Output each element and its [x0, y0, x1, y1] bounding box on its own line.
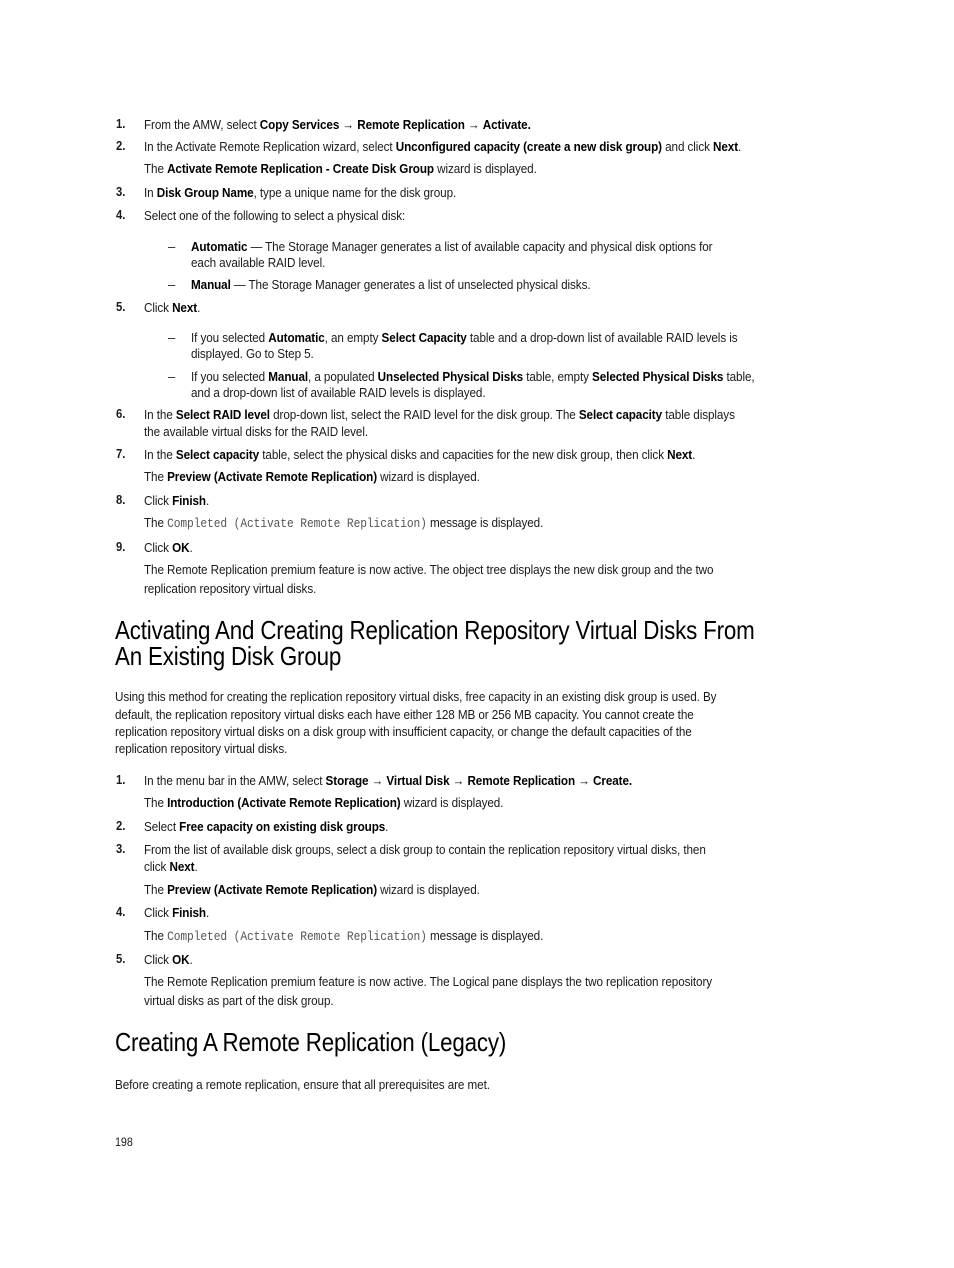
step-result: The Remote Replication premium feature is now active. The Logical pane displays the two replication repository — [144, 974, 713, 989]
step-text: In the Select RAID level drop-down list, select the RAID level for the disk group. The Select capacity table displays — [144, 407, 735, 422]
step-text: Click OK. — [144, 540, 193, 555]
step-text: click Next. — [144, 859, 198, 874]
paragraph-line: default, the replication repository virtual disks each have either 128 MB or 256 MB capacity. You cannot create the — [115, 707, 694, 722]
step-text: From the AMW, select Copy Services → Remote Replication → Activate. — [144, 117, 531, 132]
sub-item-text: If you selected Manual, a populated Unselected Physical Disks table, empty Selected Physical Disks table, — [191, 369, 755, 384]
step-number: 5. — [116, 300, 126, 314]
step-text: In the Activate Remote Replication wizard, select Unconfigured capacity (create a new disk group) and click Next. — [144, 139, 742, 154]
step-number: 3. — [116, 842, 126, 856]
step-number: 2. — [116, 139, 126, 153]
step-result: The Completed (Activate Remote Replication) message is displayed. — [144, 515, 544, 531]
step-result: virtual disks as part of the disk group. — [144, 993, 334, 1008]
step-number: 1. — [116, 117, 126, 131]
step-number: 7. — [116, 447, 126, 461]
step-number: 4. — [116, 208, 126, 222]
step-text: Click Finish. — [144, 905, 210, 920]
step-text: In Disk Group Name, type a unique name for the disk group. — [144, 185, 457, 200]
step-result: The Preview (Activate Remote Replication) wizard is displayed. — [144, 469, 480, 484]
paragraph-line: replication repository virtual disks. — [115, 741, 288, 756]
step-number: 3. — [116, 185, 126, 199]
step-result: The Completed (Activate Remote Replication) message is displayed. — [144, 928, 544, 944]
step-result: The Introduction (Activate Remote Replication) wizard is displayed. — [144, 795, 504, 810]
section-heading: Creating A Remote Replication (Legacy) — [115, 1027, 507, 1057]
step-result: The Remote Replication premium feature is now active. The object tree displays the new disk group and the two — [144, 562, 714, 577]
paragraph-line: replication repository virtual disks on a disk group with insufficient capacity, or change the default capacities of the — [115, 724, 692, 739]
sub-item-text: each available RAID level. — [191, 255, 326, 270]
step-text: Click Finish. — [144, 493, 210, 508]
step-text: In the Select capacity table, select the physical disks and capacities for the new disk group, then click Next. — [144, 447, 696, 462]
step-text: In the menu bar in the AMW, select Storage → Virtual Disk → Remote Replication → Create. — [144, 773, 633, 788]
bullet-dash: – — [168, 330, 176, 345]
step-text: From the list of available disk groups, select a disk group to contain the replication repository virtual disks, then — [144, 842, 706, 857]
section-heading: Activating And Creating Replication Repository Virtual Disks From — [115, 615, 755, 645]
sub-item-text: and a drop-down list of available RAID levels is displayed. — [191, 385, 486, 400]
bullet-dash: – — [168, 277, 176, 292]
step-result: The Preview (Activate Remote Replication) wizard is displayed. — [144, 882, 480, 897]
step-number: 6. — [116, 407, 126, 421]
paragraph-line: Before creating a remote replication, ensure that all prerequisites are met. — [115, 1077, 490, 1092]
step-text: Select Free capacity on existing disk groups. — [144, 819, 389, 834]
step-result: The Activate Remote Replication - Create Disk Group wizard is displayed. — [144, 161, 537, 176]
paragraph-line: Using this method for creating the replication repository virtual disks, free capacity in an existing disk group is used. By — [115, 689, 717, 704]
step-text: Select one of the following to select a physical disk: — [144, 208, 406, 223]
page-number: 198 — [115, 1135, 133, 1149]
step-result: replication repository virtual disks. — [144, 581, 317, 596]
sub-item-text: If you selected Automatic, an empty Select Capacity table and a drop-down list of available RAID levels is — [191, 330, 738, 345]
bullet-dash: – — [168, 369, 176, 384]
step-text: Click Next. — [144, 300, 201, 315]
step-number: 8. — [116, 493, 126, 507]
step-number: 2. — [116, 819, 126, 833]
step-text: the available virtual disks for the RAID level. — [144, 424, 369, 439]
bullet-dash: – — [168, 239, 176, 254]
step-number: 4. — [116, 905, 126, 919]
step-number: 1. — [116, 773, 126, 787]
section-heading: An Existing Disk Group — [115, 641, 342, 671]
sub-item-text: Manual — The Storage Manager generates a list of unselected physical disks. — [191, 277, 591, 292]
step-text: Click OK. — [144, 952, 193, 967]
step-number: 9. — [116, 540, 126, 554]
sub-item-text: displayed. Go to Step 5. — [191, 346, 314, 361]
sub-item-text: Automatic — The Storage Manager generates a list of available capacity and physical disk options for — [191, 239, 713, 254]
step-number: 5. — [116, 952, 126, 966]
